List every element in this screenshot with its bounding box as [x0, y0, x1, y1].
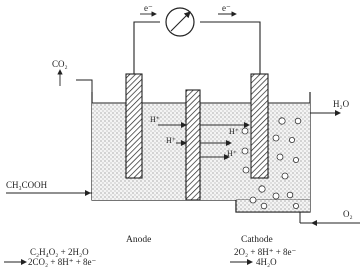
cathode-label: Cathode — [241, 235, 273, 245]
cathode-equation-line2: 4H₂O — [256, 257, 277, 267]
cathode-electrode — [251, 74, 268, 178]
proton-label-1: H⁺ — [150, 115, 160, 124]
wire-right — [200, 22, 260, 74]
meter-icon — [166, 8, 194, 36]
anode-equation-line2: 2CO₂ + 8H⁺ + 8e⁻ — [28, 257, 97, 267]
electrolyte — [92, 103, 310, 200]
o2-label: O₂ — [343, 209, 353, 219]
cathode-equation-line1: 2O₂ + 8H⁺ + 8e⁻ — [234, 247, 297, 257]
proton-label-2: H⁺ — [166, 136, 176, 145]
anode-electrode — [126, 74, 142, 178]
h2o-label: H₂O — [333, 99, 350, 109]
electron-label-right: e⁻ — [222, 3, 231, 13]
anode-label: Anode — [126, 235, 152, 245]
proton-label-4: H⁺ — [227, 149, 237, 158]
proton-label-3: H⁺ — [229, 127, 239, 136]
anode-equation-line1: C₂H₄O₂ + 2H₂O — [30, 247, 89, 257]
membrane — [186, 90, 200, 200]
wire-left — [134, 22, 160, 74]
acetic-acid-label: CH₃COOH — [6, 180, 48, 190]
electron-label-left: e⁻ — [144, 3, 153, 13]
co2-label: CO₂ — [52, 59, 68, 69]
co2-pipe — [76, 80, 92, 92]
